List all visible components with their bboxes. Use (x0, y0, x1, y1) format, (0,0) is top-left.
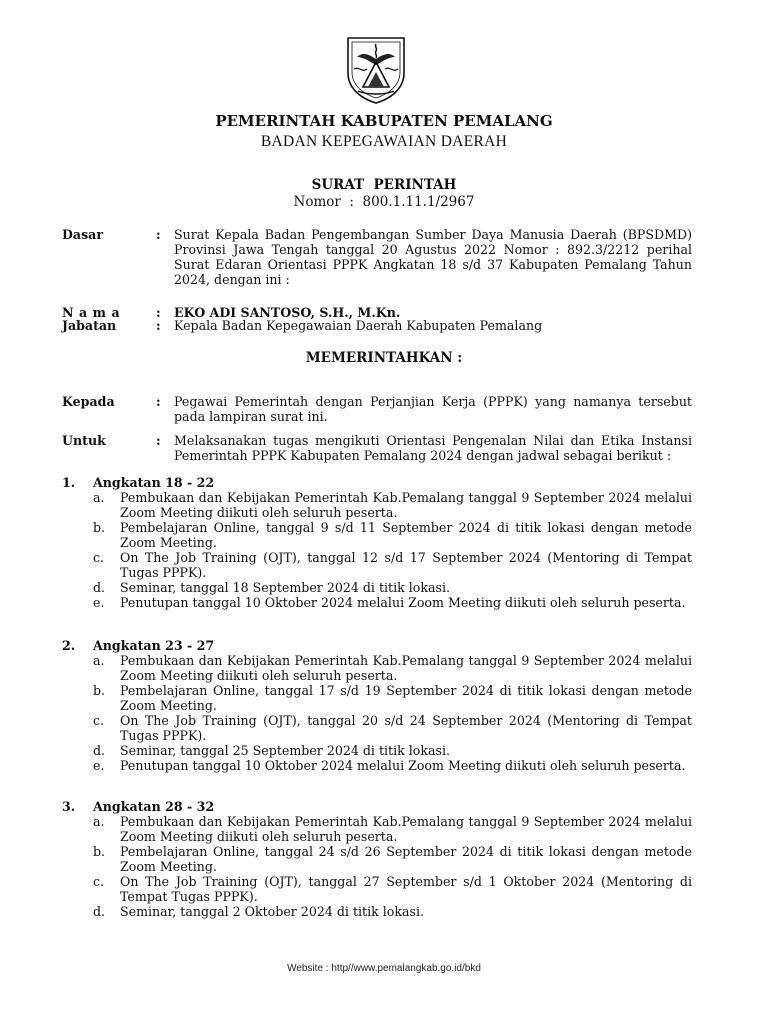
footer-website: Website : http//www.pemalangkab.go.id/bkd (287, 963, 481, 974)
nama-colon: : (156, 305, 161, 320)
item-text: Pembukaan dan Kebijakan Pemerintah Kab.Pemalang tanggal 9 September 2024 melalui Zoom Meeting diikuti oleh seluruh peserta. (120, 653, 692, 683)
item-letter: a. (93, 814, 105, 829)
item-letter: c. (93, 550, 105, 565)
list-item (93, 580, 692, 595)
list-item (93, 758, 692, 773)
kepada-text: Pegawai Pemerintah dengan Perjanjian Kerja (PPPK) yang namanya tersebut pada lampiran surat ini. (174, 394, 692, 424)
item-letter: b. (93, 683, 106, 698)
item-letter: e. (93, 595, 105, 610)
item-letter: d. (93, 743, 106, 758)
list-item (93, 743, 692, 758)
item-text: Pembukaan dan Kebijakan Pemerintah Kab.Pemalang tanggal 9 September 2024 melalui Zoom Meeting diikuti oleh seluruh peserta. (120, 814, 692, 844)
jabatan-colon: : (156, 318, 161, 333)
nama-label: Nama (62, 305, 126, 320)
nama-value: EKO ADI SANTOSO, S.H., M.Kn. (174, 305, 401, 320)
item-text: On The Job Training (OJT), tanggal 12 s/d 17 September 2024 (Mentoring di Tempat Tugas PPPK). (120, 550, 692, 580)
item-text: On The Job Training (OJT), tanggal 20 s/d 24 September 2024 (Mentoring di Tempat Tugas PPPK). (120, 713, 692, 743)
schedule-list (93, 653, 692, 773)
group-number: 1. (62, 475, 76, 490)
item-text: Penutupan tanggal 10 Oktober 2024 melalui Zoom Meeting diikuti oleh seluruh peserta. (120, 758, 686, 773)
list-item (93, 490, 692, 520)
department-name: BADAN KEPEGAWAIAN DAERAH (260, 133, 508, 150)
item-text: Pembukaan dan Kebijakan Pemerintah Kab.Pemalang tanggal 9 September 2024 melalui Zoom Meeting diikuti oleh seluruh peserta. (120, 490, 692, 520)
item-letter: c. (93, 874, 105, 889)
group-number: 2. (62, 638, 76, 653)
list-item (93, 683, 692, 713)
item-text: Seminar, tanggal 2 Oktober 2024 di titik lokasi. (120, 904, 425, 919)
group-title: Angkatan 23 - 27 (93, 638, 215, 653)
item-letter: c. (93, 713, 105, 728)
institution-name: PEMERINTAH KABUPATEN PEMALANG (215, 112, 553, 130)
document-title: SURAT PERINTAH (311, 177, 457, 193)
group-number: 3. (62, 799, 76, 814)
list-item (93, 874, 692, 904)
list-item (93, 550, 692, 580)
dasar-label: Dasar (62, 227, 103, 242)
kepada-label: Kepada (62, 394, 115, 409)
kepada-colon: : (156, 394, 161, 409)
list-item (93, 595, 692, 610)
item-letter: b. (93, 520, 106, 535)
dasar-text: Surat Kepala Badan Pengembangan Sumber Daya Manusia Daerah (BPSDMD) Provinsi Jawa Tengah tanggal 20 Agustus 2022 Nomor : 892.3/2212 perihal Surat Edaran Orientasi PPPK Angkatan 18 s/d 37 Kabupaten Pemalang Tahun 2024, dengan ini : (174, 227, 692, 287)
list-item (93, 844, 692, 874)
item-letter: a. (93, 490, 105, 505)
group-title: Angkatan 28 - 32 (93, 799, 215, 814)
item-letter: d. (93, 580, 106, 595)
item-text: Penutupan tanggal 10 Oktober 2024 melalui Zoom Meeting diikuti oleh seluruh peserta. (120, 595, 686, 610)
item-text: Seminar, tanggal 25 September 2024 di titik lokasi. (120, 743, 451, 758)
item-letter: e. (93, 758, 105, 773)
item-text: On The Job Training (OJT), tanggal 27 September s/d 1 Oktober 2024 (Mentoring di Tempat Tugas PPPK). (120, 874, 692, 904)
dasar-colon: : (156, 227, 161, 242)
item-letter: a. (93, 653, 105, 668)
list-item (93, 904, 692, 919)
schedule-list (93, 490, 692, 610)
regency-coat-of-arms-icon (345, 35, 407, 105)
list-item (93, 814, 692, 844)
untuk-label: Untuk (62, 433, 106, 448)
untuk-text: Melaksanakan tugas mengikuti Orientasi Pengenalan Nilai dan Etika Instansi Pemerintah PPPK Kabupaten Pemalang 2024 dengan jadwal sebagai berikut : (174, 433, 692, 463)
list-item (93, 653, 692, 683)
schedule-list (93, 814, 692, 919)
item-text: Pembelajaran Online, tanggal 24 s/d 26 September 2024 di titik lokasi dengan metode Zoom Meeting. (120, 844, 692, 874)
jabatan-value: Kepala Badan Kepegawaian Daerah Kabupaten Pemalang (174, 318, 543, 333)
list-item (93, 520, 692, 550)
list-item (93, 713, 692, 743)
document-number: Nomor : 800.1.11.1/2967 (293, 194, 475, 210)
item-letter: b. (93, 844, 106, 859)
item-text: Pembelajaran Online, tanggal 9 s/d 11 September 2024 di titik lokasi dengan metode Zoom Meeting. (120, 520, 692, 550)
jabatan-label: Jabatan (62, 318, 117, 333)
item-text: Pembelajaran Online, tanggal 17 s/d 19 September 2024 di titik lokasi dengan metode Zoom Meeting. (120, 683, 692, 713)
item-letter: d. (93, 904, 106, 919)
group-title: Angkatan 18 - 22 (93, 475, 215, 490)
item-text: Seminar, tanggal 18 September 2024 di titik lokasi. (120, 580, 451, 595)
order-heading: MEMERINTAHKAN : (305, 350, 463, 366)
untuk-colon: : (156, 433, 161, 448)
